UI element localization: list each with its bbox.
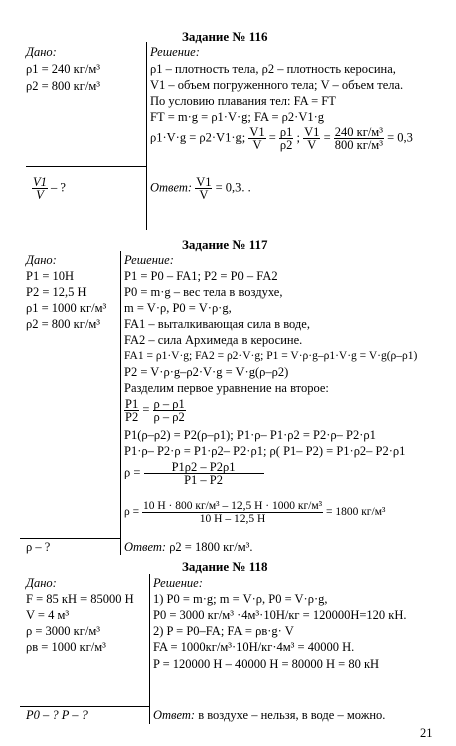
equals: = xyxy=(142,402,150,417)
given-item: F = 85 кН = 85000 Н xyxy=(26,592,134,606)
find-num: V1 xyxy=(33,175,47,189)
given-label: Дано: xyxy=(26,45,57,59)
fraction-den: ρ2 xyxy=(279,138,293,152)
solution-line: Разделим первое уравнение на второе: xyxy=(124,381,329,395)
fraction-den: V xyxy=(252,138,262,152)
solution-label: Решение: xyxy=(150,45,200,59)
given-divider xyxy=(149,574,150,724)
answer-label: Ответ: xyxy=(150,180,193,195)
solution-line: P2 = V·ρ·g–ρ2·V·g = V·g(ρ–ρ2) xyxy=(124,365,289,379)
given-item: ρ2 = 800 кг/м³ xyxy=(26,317,100,331)
rho-label: ρ = xyxy=(124,465,141,480)
equation-line xyxy=(150,126,413,151)
solution-line: P0 = m·g – вес тела в воздухе, xyxy=(124,285,283,299)
given-item: P2 = 12,5 Н xyxy=(26,285,87,299)
solution-line: P1(ρ–ρ2) = P2(ρ–ρ1); P1·ρ– P1·ρ2 = P2·ρ– P2·ρ1 xyxy=(124,428,376,442)
answer-label: Ответ: xyxy=(153,708,196,722)
given-item: ρ1 = 240 кг/м³ xyxy=(26,62,100,76)
fraction-den: P1 – P2 xyxy=(184,473,223,487)
given-divider xyxy=(120,251,121,555)
given-item: ρ = 3000 кг/м³ xyxy=(26,624,100,638)
fraction-den: V xyxy=(307,138,317,152)
solution-line: FA = 1000кг/м³·10Н/кг·4м³ = 40000 Н. xyxy=(153,640,355,654)
find-divider xyxy=(20,538,120,539)
find-question: P0 – ? P – ? xyxy=(26,708,88,722)
solution-line: 1) P0 = m·g; m = V·ρ, P0 = V·ρ·g, xyxy=(153,592,328,606)
calc-formula xyxy=(124,500,385,525)
fraction-den: 10 Н – 12,5 Н xyxy=(199,513,266,525)
solution-label: Решение: xyxy=(153,576,203,590)
solution-line: FA1 – выталкивающая сила в воде, xyxy=(124,317,310,331)
given-label: Дано: xyxy=(26,253,57,267)
rho-formula xyxy=(124,461,264,486)
find-question xyxy=(32,176,66,201)
task-117-title: Задание № 117 xyxy=(182,237,268,252)
solution-line: FТ = m·g = ρ1·V·g; FA = ρ2·V1·g xyxy=(150,110,325,124)
solution-line: P1 = P0 – FA1; P2 = P0 – FA2 xyxy=(124,269,278,283)
equation-result: = 0,3 xyxy=(387,130,413,145)
fraction-num: V1 xyxy=(249,125,265,139)
solution-line: FA1 = ρ1·V·g; FA2 = ρ2·V·g; P1 = V·ρ·g–ρ1·V·g = V·g(ρ–ρ1) xyxy=(124,350,418,362)
fraction-den: V xyxy=(199,188,209,202)
given-item: ρ1 = 1000 кг/м³ xyxy=(26,301,107,315)
equation-start: ρ1·V·g = ρ2·V1·g; xyxy=(150,130,246,145)
given-item: P1 = 10Н xyxy=(26,269,75,283)
fraction-den: P2 xyxy=(125,410,139,424)
solution-line: P1·ρ– P2·ρ = P1·ρ2– P2·ρ1; ρ( P1– P2) = P1·ρ2– P2·ρ1 xyxy=(124,444,406,458)
fraction-num: V1 xyxy=(196,175,212,189)
solution-line: V1 – объем погруженного тела; V – объем тела. xyxy=(150,78,404,92)
find-question: ρ – ? xyxy=(26,540,51,554)
fraction-num: P1 xyxy=(125,397,139,411)
fraction-num: P1ρ2 – P2ρ1 xyxy=(144,461,264,474)
given-item: ρв = 1000 кг/м³ xyxy=(26,640,106,654)
solution-line: P = 120000 Н – 40000 Н = 80000 Н = 80 кН xyxy=(153,657,380,671)
calc-result: = 1800 кг/м³ xyxy=(325,506,386,519)
answer-value: = 0,3. . xyxy=(215,180,251,195)
rho-label: ρ = xyxy=(124,506,140,519)
solution-line: P0 = 3000 кг/м³ ·4м³·10Н/кг = 120000Н=120 кН. xyxy=(153,608,407,622)
find-suffix: – ? xyxy=(51,180,66,195)
answer-value: ρ2 = 1800 кг/м³. xyxy=(169,540,253,554)
solution-line: По условию плавания тел: FA = FТ xyxy=(150,94,336,108)
page-number: 21 xyxy=(420,726,433,740)
separator: ; xyxy=(296,130,301,145)
find-divider xyxy=(26,166,146,167)
find-den: V xyxy=(36,188,44,202)
equals: = xyxy=(268,130,276,145)
fraction-den: 800 кг/м³ xyxy=(334,138,383,152)
equals: = xyxy=(323,130,331,145)
fraction-num: ρ – ρ1 xyxy=(153,397,185,411)
solution-line: ρ1 – плотность тела, ρ2 – плотность керосина, xyxy=(150,62,396,76)
given-item: ρ2 = 800 кг/м³ xyxy=(26,79,100,93)
task-118-title: Задание № 118 xyxy=(182,559,268,574)
given-divider xyxy=(146,42,147,230)
given-item: V = 4 м³ xyxy=(26,608,70,622)
fraction-den: ρ – ρ2 xyxy=(153,410,185,424)
answer-line xyxy=(124,540,253,554)
ratio-equation xyxy=(124,398,186,423)
solution-line: 2) P = P0–FA; FA = ρв·g· V xyxy=(153,624,294,638)
fraction-num: 240 кг/м³ xyxy=(334,125,383,139)
answer-label: Ответ: xyxy=(124,540,167,554)
task-116-title: Задание № 116 xyxy=(182,29,268,44)
solution-label: Решение: xyxy=(124,253,174,267)
fraction-num: ρ1 xyxy=(279,125,293,139)
solution-line: FA2 – сила Архимеда в керосине. xyxy=(124,333,303,347)
answer-line xyxy=(153,708,385,722)
find-divider xyxy=(20,706,149,707)
fraction-num: 10 Н · 800 кг/м³ – 12,5 Н · 1000 кг/м³ xyxy=(142,500,323,512)
given-label: Дано: xyxy=(26,576,57,590)
fraction-num: V1 xyxy=(304,125,320,139)
solution-line: m = V·ρ, P0 = V·ρ·g, xyxy=(124,301,232,315)
answer-value: в воздухе – нельзя, в воде – можно. xyxy=(198,708,386,722)
answer-line xyxy=(150,176,251,201)
